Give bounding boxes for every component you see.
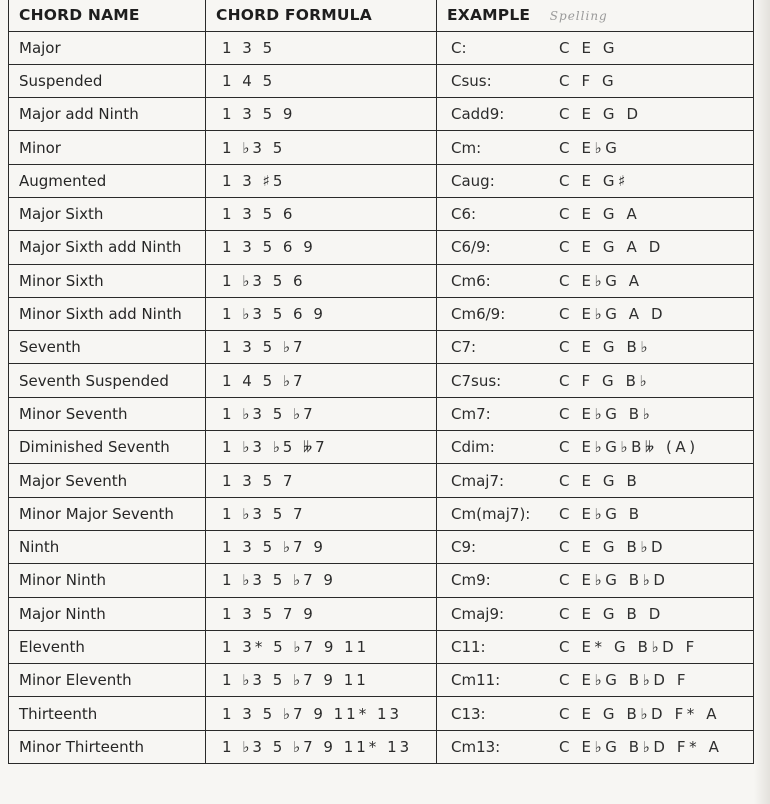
example-cell <box>437 364 754 397</box>
example-chord-symbol: C7sus: <box>451 371 502 390</box>
chord-name-cell: Suspended <box>9 64 206 97</box>
example-chord-spelling: C E♭G <box>559 138 621 157</box>
chord-name-cell: Minor Seventh <box>9 397 206 430</box>
chord-formula-cell: 1 ♭3 5 <box>206 131 437 164</box>
example-chord-spelling: C E♭G B <box>559 504 643 523</box>
example-chord-spelling: C E G B <box>559 471 641 490</box>
table-row <box>9 231 754 264</box>
example-chord-spelling: C F G <box>559 71 618 90</box>
chord-name-cell: Major Ninth <box>9 597 206 630</box>
example-cell <box>437 464 754 497</box>
example-chord-spelling: C E G D <box>559 105 642 124</box>
example-chord-symbol: C6/9: <box>451 238 491 257</box>
chord-formula-cell: 1 ♭3 5 ♭7 9 11* 13 <box>206 730 437 763</box>
chord-name-cell: Major Seventh <box>9 464 206 497</box>
table-row <box>9 497 754 530</box>
header-row <box>9 0 754 31</box>
chord-formula-cell: 1 3 5 7 <box>206 464 437 497</box>
example-cell <box>437 497 754 530</box>
header-example-label: EXAMPLE <box>447 6 531 25</box>
table-row <box>9 431 754 464</box>
chord-name-cell: Diminished Seventh <box>9 431 206 464</box>
table-row <box>9 730 754 763</box>
example-chord-symbol: Cmaj9: <box>451 604 505 623</box>
chord-formula-cell: 1 3 5 ♭7 9 11* 13 <box>206 697 437 730</box>
example-chord-symbol: C: <box>451 38 467 57</box>
table-row <box>9 597 754 630</box>
chord-name-cell: Ninth <box>9 530 206 563</box>
example-chord-spelling: C E* G B♭D F <box>559 637 698 656</box>
example-chord-spelling: C F G B♭ <box>559 371 651 390</box>
chord-name-cell: Major Sixth <box>9 197 206 230</box>
example-cell <box>437 630 754 663</box>
example-cell <box>437 231 754 264</box>
example-cell <box>437 730 754 763</box>
table-row <box>9 98 754 131</box>
example-chord-spelling: C E♭G A D <box>559 305 667 324</box>
example-chord-symbol: Cm7: <box>451 404 491 423</box>
page-edge-shadow <box>754 0 770 804</box>
chord-formula-cell: 1 3 5 <box>206 31 437 64</box>
example-chord-spelling: C E♭G B♭D F <box>559 671 690 690</box>
table-row <box>9 364 754 397</box>
table-row <box>9 31 754 64</box>
chord-name-cell: Major <box>9 31 206 64</box>
example-chord-spelling: C E G <box>559 38 619 57</box>
chord-table <box>8 0 754 764</box>
chord-name-cell: Minor Sixth add Ninth <box>9 297 206 330</box>
example-chord-symbol: C9: <box>451 538 477 557</box>
chord-name-cell: Minor Thirteenth <box>9 730 206 763</box>
example-chord-symbol: Cadd9: <box>451 105 505 124</box>
table-row <box>9 297 754 330</box>
example-chord-symbol: Cmaj7: <box>451 471 505 490</box>
chord-formula-cell: 1 3 5 ♭7 <box>206 331 437 364</box>
example-chord-spelling: C E♭G♭B𝄫 (A) <box>559 438 699 457</box>
chord-name-cell: Minor Eleventh <box>9 664 206 697</box>
chord-formula-cell: 1 ♭3 5 ♭7 9 11 <box>206 664 437 697</box>
example-cell <box>437 164 754 197</box>
table-row <box>9 164 754 197</box>
chord-name-cell: Thirteenth <box>9 697 206 730</box>
table-row <box>9 264 754 297</box>
example-cell <box>437 64 754 97</box>
example-chord-symbol: Cm6/9: <box>451 305 506 324</box>
example-chord-spelling: C E♭G B♭D F* A <box>559 737 723 756</box>
chord-name-cell: Minor <box>9 131 206 164</box>
chord-name-cell: Augmented <box>9 164 206 197</box>
example-cell <box>437 31 754 64</box>
table-row <box>9 697 754 730</box>
chord-formula-cell: 1 ♭3 5 6 9 <box>206 297 437 330</box>
example-chord-symbol: Cm13: <box>451 737 501 756</box>
chord-name-cell: Major add Ninth <box>9 98 206 131</box>
chord-formula-cell: 1 ♭3 5 7 <box>206 497 437 530</box>
table-row <box>9 64 754 97</box>
header-example <box>437 0 754 31</box>
example-chord-symbol: Caug: <box>451 171 495 190</box>
example-cell <box>437 697 754 730</box>
example-chord-symbol: Cm11: <box>451 671 501 690</box>
example-chord-symbol: Cm9: <box>451 571 491 590</box>
example-chord-spelling: C E G A D <box>559 238 664 257</box>
chord-formula-cell: 1 ♭3 ♭5 𝄫7 <box>206 431 437 464</box>
chord-formula-cell: 1 ♭3 5 ♭7 <box>206 397 437 430</box>
table-row <box>9 131 754 164</box>
chord-formula-cell: 1 3 5 9 <box>206 98 437 131</box>
table-row <box>9 530 754 563</box>
chord-formula-cell: 1 4 5 <box>206 64 437 97</box>
table-row <box>9 397 754 430</box>
example-cell <box>437 397 754 430</box>
chord-formula-cell: 1 4 5 ♭7 <box>206 364 437 397</box>
example-chord-spelling: C E G♯ <box>559 171 629 190</box>
chord-formula-cell: 1 3 5 6 9 <box>206 231 437 264</box>
chord-formula-cell: 1 3 5 7 9 <box>206 597 437 630</box>
example-chord-spelling: C E G B♭D <box>559 538 667 557</box>
example-chord-spelling: C E♭G B♭ <box>559 404 654 423</box>
chord-name-cell: Minor Sixth <box>9 264 206 297</box>
example-chord-symbol: Cdim: <box>451 438 495 457</box>
chord-name-cell: Minor Ninth <box>9 564 206 597</box>
example-chord-spelling: C E G B D <box>559 604 664 623</box>
example-cell <box>437 131 754 164</box>
example-chord-symbol: C7: <box>451 338 477 357</box>
table-row <box>9 197 754 230</box>
chord-name-cell: Minor Major Seventh <box>9 497 206 530</box>
handwritten-spelling-note: Spelling <box>549 9 608 24</box>
example-cell <box>437 664 754 697</box>
example-chord-symbol: Csus: <box>451 71 492 90</box>
chord-formula-cell: 1 3* 5 ♭7 9 11 <box>206 630 437 663</box>
example-cell <box>437 564 754 597</box>
example-chord-symbol: C6: <box>451 205 477 224</box>
chord-formula-cell: 1 3 5 6 <box>206 197 437 230</box>
example-cell <box>437 597 754 630</box>
example-chord-spelling: C E G B♭D F* A <box>559 704 721 723</box>
example-chord-symbol: Cm: <box>451 138 482 157</box>
chord-name-cell: Major Sixth add Ninth <box>9 231 206 264</box>
chord-name-cell: Seventh <box>9 331 206 364</box>
example-chord-symbol: C11: <box>451 637 486 656</box>
example-cell <box>437 331 754 364</box>
header-chord-formula: CHORD FORMULA <box>206 0 437 31</box>
table-row <box>9 331 754 364</box>
chord-name-cell: Eleventh <box>9 630 206 663</box>
example-cell <box>437 197 754 230</box>
table-row <box>9 464 754 497</box>
example-cell <box>437 530 754 563</box>
table-row <box>9 664 754 697</box>
header-chord-name: CHORD NAME <box>9 0 206 31</box>
example-chord-spelling: C E G A <box>559 205 641 224</box>
example-chord-spelling: C E♭G A <box>559 271 643 290</box>
example-chord-symbol: Cm6: <box>451 271 491 290</box>
table-row <box>9 630 754 663</box>
example-cell <box>437 297 754 330</box>
example-cell <box>437 264 754 297</box>
example-cell <box>437 98 754 131</box>
chord-formula-cell: 1 ♭3 5 6 <box>206 264 437 297</box>
example-chord-spelling: C E♭G B♭D <box>559 571 669 590</box>
chord-name-cell: Seventh Suspended <box>9 364 206 397</box>
example-chord-symbol: C13: <box>451 704 486 723</box>
example-chord-spelling: C E G B♭ <box>559 338 652 357</box>
chord-formula-cell: 1 ♭3 5 ♭7 9 <box>206 564 437 597</box>
example-chord-symbol: Cm(maj7): <box>451 504 531 523</box>
table-row <box>9 564 754 597</box>
chord-formula-cell: 1 3 5 ♭7 9 <box>206 530 437 563</box>
chord-formula-cell: 1 3 ♯5 <box>206 164 437 197</box>
example-cell <box>437 431 754 464</box>
chord-table-body <box>9 31 754 764</box>
